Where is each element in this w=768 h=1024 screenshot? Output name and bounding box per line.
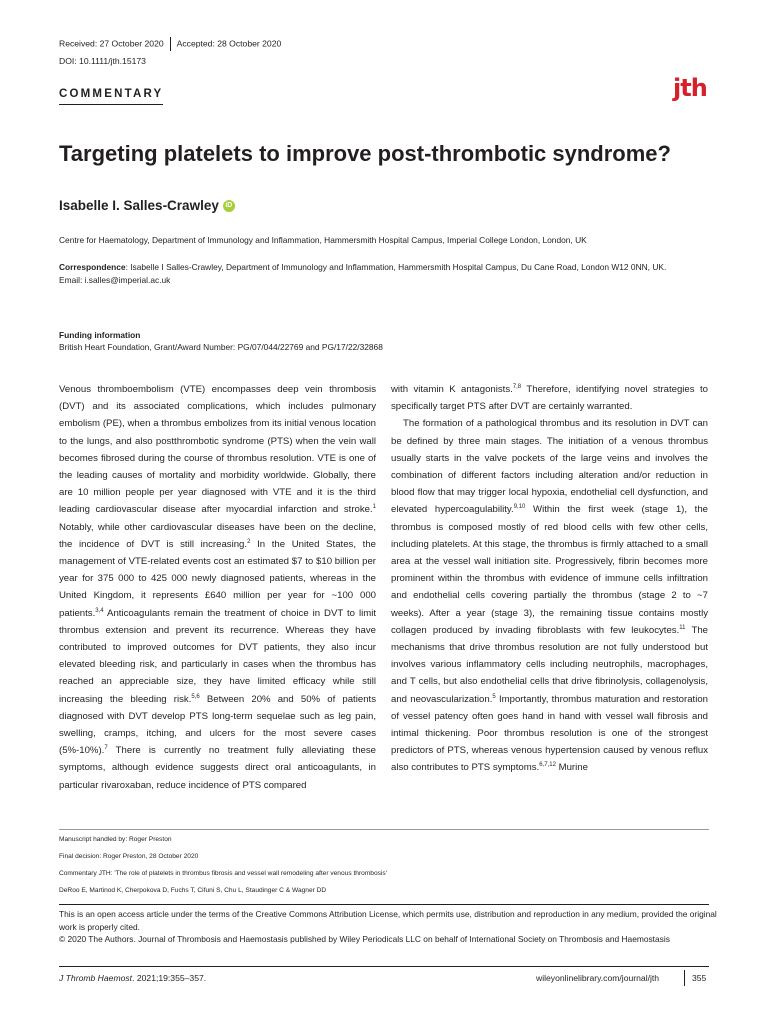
citation[interactable]: 7 [104,745,108,752]
journal-logo: jth [673,74,707,102]
paragraph-intro [59,381,376,794]
affiliation: Centre for Haematology, Department of Immunology and Inflammation, Hammersmith Hospital Campus, Imperial College London, London, UK [59,235,587,245]
commentary-note: Commentary JTH: 'The role of platelets in thrombus fibrosis and vessel wall remodeling after venous thrombosis' [59,870,387,877]
text-run: with vitamin K antagonists. [391,384,513,395]
citation-details: . 2021;19:355–357. [132,973,207,983]
citation[interactable]: 1 [372,504,376,511]
article-dates [59,37,281,51]
citation[interactable]: 5 [492,693,496,700]
citation-footer [59,973,206,983]
journal-abbrev: J Thromb Haemost [59,973,133,983]
citation[interactable]: 11 [679,624,686,631]
text-run: In the United States, the management of VTE-related events cost an estimated $7 to $10 billion per year for 375 000 to 425 000 newly diagnosed patients, whereas in the United Kingdom, it represents £640 million per year for ~100 000 patients. [59,538,376,619]
correspondence-label: Correspondence [59,262,126,272]
commentary-authors-note: DeRoo E, Martinod K, Cherpokova D, Fuchs T, Cifuni S, Chu L, Staudinger C & Wagner DD [59,887,327,894]
orcid-icon[interactable]: iD [223,200,235,212]
received-date: Received: 27 October 2020 [59,38,164,49]
funding-text: British Heart Foundation, Grant/Award Number: PG/07/044/22769 and PG/17/22/32868 [59,342,383,352]
citation[interactable]: 9,10 [513,504,526,511]
paragraph-continued [391,381,708,415]
text-run: Importantly, thrombus maturation and restoration of vessel patency often goes hand in hand with vessel wall fibrosis and intimal thickening. Poor thrombus resolution is one of the strongest predictors of PTS, whereas venous hypertension caused by venous reflux also contributes to PTS symptoms. [391,693,708,774]
text-run: Between 20% and 50% of patients diagnosed with DVT develop PTS long-term sequelae such as leg pain, swelling, cramps, itching, and ulcers for the most severe cases (5%-10%). [59,693,376,757]
author-name[interactable]: Isabelle I. Salles-Crawley [59,198,219,213]
page-number: 355 [692,973,707,983]
accepted-date: Accepted: 28 October 2020 [176,38,282,49]
text-run: There is currently no treatment fully alleviating these symptoms, although evidence suggests direct oral anticoagulants, in particular rivaroxaban, reduce incidence of PTS compared [59,745,376,791]
citation[interactable]: 5,6 [191,693,200,700]
page-divider [684,970,685,986]
citation[interactable]: 6,7,12 [539,762,556,769]
journal-url[interactable]: wileyonlinelibrary.com/journal/jth [536,973,660,983]
copyright-text: © 2020 The Authors. Journal of Thrombosis and Haemostasis published by Wiley Periodicals LLC on behalf of International Society on Thrombosis and Haemostasis [59,934,670,944]
section-underline [59,104,163,105]
citation[interactable]: 2 [247,538,251,545]
license-block [59,908,719,946]
divider [170,37,171,51]
body-column-right [391,381,708,777]
correspondence [59,261,709,286]
license-text: This is an open access article under the terms of the Creative Commons Attribution License, which permits use, distribution and reproduction in any medium, provided the original work is properly cited. [59,909,717,932]
correspondence-text: : Isabelle I Salles-Crawley, Department of Immunology and Inflammation, Hammersmith Hospital Campus, Du Cane Road, London W12 0NN, UK. [125,262,667,272]
footer-divider [59,966,709,967]
final-decision-note: Final decision: Roger Preston, 28 October 2020 [59,853,199,860]
text-run: Anticoagulants remain the treatment of choice in DVT to limit thrombus extension and prevent its recurrence. Whereas they have contributed to improved outcomes for DVT patients, they also incur elevated bleeding risk, and particularly in cases when the thrombus has reached an appreciable size, they have limited efficacy while still increasing the bleeding risk. [59,607,376,705]
text-run: Notably, while other cardiovascular diseases have been on the decline, the incidence of DVT is still increasing. [59,521,376,550]
body-column-left [59,381,376,794]
text-run: Therefore, identifying novel strategies to specifically target PTS after DVT are certainly warranted. [391,384,708,413]
text-run: The formation of a pathological thrombus and its resolution in DVT can be defined by three main stages. The initiation of a venous thrombus usually starts in the valve pockets of the large veins and involves the combination of different factors including alteration and/or reduction in blood flow that may trigger local hypoxia, endothelial cell dysfunction, and elevated hypercoagulability. [391,418,708,516]
section-label: COMMENTARY [59,88,164,100]
handled-by-note: Manuscript handled by: Roger Preston [59,836,172,843]
notes-divider [59,829,709,830]
license-divider [59,904,709,905]
text-run: Venous thromboembolism (VTE) encompasses deep vein thrombosis (DVT) and its associated complications, which includes pulmonary embolism (PE), when a thrombus embolizes from its initial venous location to the lungs, and also postthrombotic syndrome (PTS) when the vein wall becomes fibrosed during the course of thrombus resolution. VTE is one of the leading causes of mortality and morbidity worldwide. Globally, there are 10 million people per year diagnosed with VTE and it is the third leading cardiovascular disease after myocardial infarction and stroke. [59,384,376,516]
author-line [59,198,235,213]
doi[interactable]: DOI: 10.1111/jth.15173 [59,56,146,66]
article-title: Targeting platelets to improve post-thrombotic syndrome? [59,141,671,166]
text-run: Within the first week (stage 1), the thrombus is composed mostly of red blood cells with few other cells, including platelets. At this stage, the thrombus is firmly attached to a small area at the vessel wall initiation site. Progressively, fibrin becomes more prominent within the thrombus with evidence of immune cells infiltration and endothelial cells covering partially the thrombus (stage 2 to ~7 weeks). After a year (stage 3), the remaining tissue contains mostly collagen produced by invading fibroblasts with few leukocytes. [391,504,709,636]
email[interactable]: Email: i.salles@imperial.ac.uk [59,274,171,285]
text-run: Murine [555,762,588,774]
citation[interactable]: 3,4 [95,607,104,614]
paragraph-stages [391,415,708,776]
text-run: The mechanisms that drive thrombus resolution are not fully understood but involves various inflammatory cells including neutrophils, macrophages, and T cells, but also endothelial cells that drive fibrinolysis, collagenolysis, and neovascularization. [391,624,708,705]
citation[interactable]: 7,8 [512,383,522,390]
funding-heading: Funding information [59,330,141,340]
